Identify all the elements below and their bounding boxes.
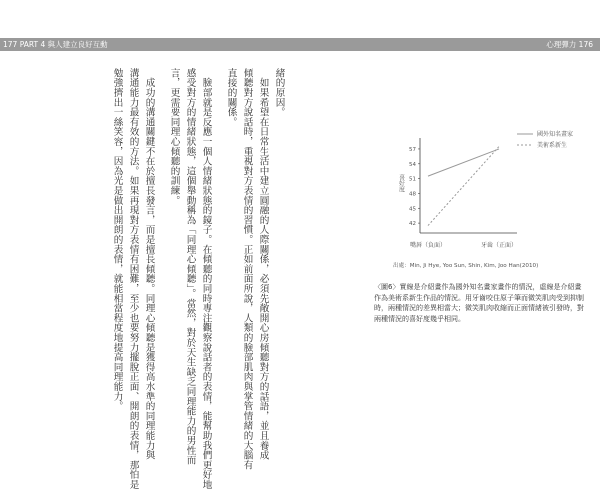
caption-line: 時，兩種情況的差異相當大；微笑肌肉收縮而正面情緒被引發時，對 — [374, 304, 584, 312]
body-column: 直接的關係。 — [225, 68, 237, 127]
body-column: 緒的原因。 — [273, 68, 285, 117]
series-line — [428, 146, 499, 225]
figure-caption — [374, 282, 584, 324]
chart-source: 出處：Min, Ji Hye, Yoo Sun, Shin, Kim, Joo Han(2010) — [393, 263, 539, 269]
y-tick-label: 54 — [409, 161, 416, 168]
y-tick-label: 45 — [409, 206, 416, 213]
x-tick-label: 牙齒（正面） — [480, 242, 518, 249]
y-tick-label: 57 — [409, 146, 416, 153]
right-page-header: 心理彈力 176 — [546, 40, 593, 49]
y-tick-label: 48 — [409, 191, 416, 198]
y-tick-label: 42 — [409, 221, 416, 228]
line-chart — [393, 126, 583, 254]
caption-line: 作為美術系新生作品的情況。用牙齒咬住原子筆而微笑肌肉受到抑制 — [374, 293, 584, 302]
y-tick-label: 51 — [409, 176, 416, 183]
body-column: 勉強擠出一絲笑容，因為光是做出開朗的表情，就能相當程度地提高同理能力。 — [111, 68, 123, 411]
x-tick-label: 嘴唇（負面） — [409, 242, 447, 249]
body-column: 臉部就是反應一個人情緒狀態的鏡子。在傾聽的同時專注觀察說話者的表情，能幫助我們更好地 — [200, 68, 212, 489]
legend-label: 美術系新生 — [537, 142, 568, 149]
y-axis-label: 喜好度 — [397, 174, 405, 192]
left-page-header: 177 PART 4 與人建立良好互動 — [3, 40, 108, 49]
body-column: 溝通能力最有效的方法。如果再現對方表情有困難，至少也要努力擺脫正面、開朗的表情，那怕是 — [127, 68, 139, 489]
body-column: 感受對方的情緒狀態，這個舉動稱為「同理心傾聽」。當然，對於天生缺乏同理能力的男性而 — [184, 68, 196, 465]
body-column: 傾聽對方說話時，重視對方表情的習慣。正如前面所說，人類的臉部肌肉與掌管情緒的大腦有 — [241, 68, 253, 470]
legend-label: 國外知名畫家 — [537, 131, 574, 138]
body-column: 言，更需要同理心傾聽的訓練。 — [168, 68, 180, 206]
caption-line: 兩種情況的喜好度幾乎相同。 — [374, 314, 465, 323]
body-column: 成功的溝通關鍵不在於擅長發言，而是擅長傾聽。同理心傾聽是獲得高水準的同理能力與 — [143, 68, 155, 460]
body-column: 如果希望在日常生活中建立圓融的人際關係，必須先敞開心房傾聽對方的話語，並且養成 — [257, 68, 269, 460]
caption-line: 〈圖6〉實線是介紹畫作為國外知名畫家畫作的情況，虛線是介紹畫 — [374, 283, 582, 291]
chart — [393, 126, 583, 254]
series-line — [428, 149, 499, 176]
